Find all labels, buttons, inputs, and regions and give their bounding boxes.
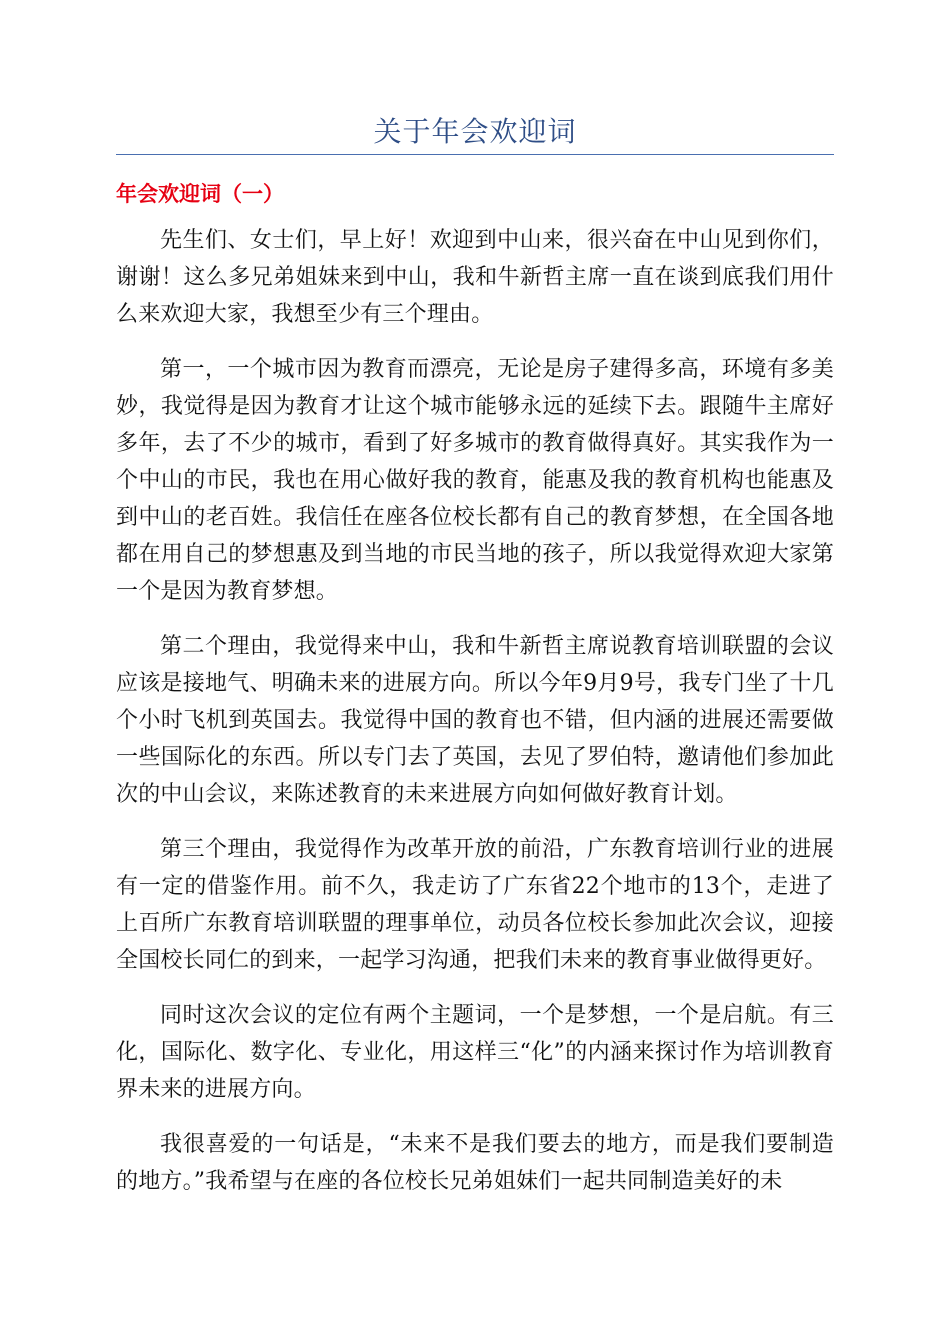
paragraph-greeting: 先生们、女士们，早上好！欢迎到中山来，很兴奋在中山见到你们，谢谢！这么多兄弟姐妹来到中山，我和牛新哲主席一直在谈到底我们用什么来欢迎大家，我想至少有三个理由。 xyxy=(116,228,834,327)
document-title: 关于年会欢迎词 xyxy=(373,115,577,148)
paragraph-reason-three: 第三个理由，我觉得作为改革开放的前沿，广东教育培训行业的进展有一定的借鉴作用。前不久，我走访了广东省22个地市的13个，走进了上百所广东教育培训联盟的理事单位，动员各位校长参加此次会议，迎接全国校长同仁的到来，一起学习沟通，把我们未来的教育事业做得更好。 xyxy=(116,837,834,973)
paragraph-themes: 同时这次会议的定位有两个主题词，一个是梦想，一个是启航。有三化，国际化、数字化、专业化，用这样三“化”的内涵来探讨作为培训教育界未来的进展方向。 xyxy=(116,1003,834,1102)
paragraph-reason-one: 第一，一个城市因为教育而漂亮，无论是房子建得多高，环境有多美妙，我觉得是因为教育才让这个城市能够永远的延续下去。跟随牛主席好多年，去了不少的城市，看到了好多城市的教育做得真好。其实我作为一个中山的市民，我也在用心做好我的教育，能惠及我的教育机构也能惠及到中山的老百姓。我信任在座各位校长都有自己的教育梦想，在全国各地都在用自己的梦想惠及到当地的市民当地的孩子，所以我觉得欢迎大家第一个是因为教育梦想。 xyxy=(116,357,834,604)
paragraph-reason-two: 第二个理由，我觉得来中山，我和牛新哲主席说教育培训联盟的会议应该是接地气、明确未来的进展方向。所以今年9月9号，我专门坐了十几个小时飞机到英国去。我觉得中国的教育也不错，但内涵的进展还需要做一些国际化的东西。所以专门去了英国，去见了罗伯特，邀请他们参加此次的中山会议，来陈述教育的未来进展方向如何做好教育计划。 xyxy=(116,634,834,807)
paragraph-closing-quote: 我很喜爱的一句话是，“未来不是我们要去的地方，而是我们要制造的地方。”我希望与在座的各位校长兄弟姐妹们一起共同制造美好的未 xyxy=(116,1132,834,1194)
document-body xyxy=(116,222,834,1218)
section-heading: 年会欢迎词（一） xyxy=(116,182,284,206)
title-underline-divider xyxy=(116,154,834,155)
